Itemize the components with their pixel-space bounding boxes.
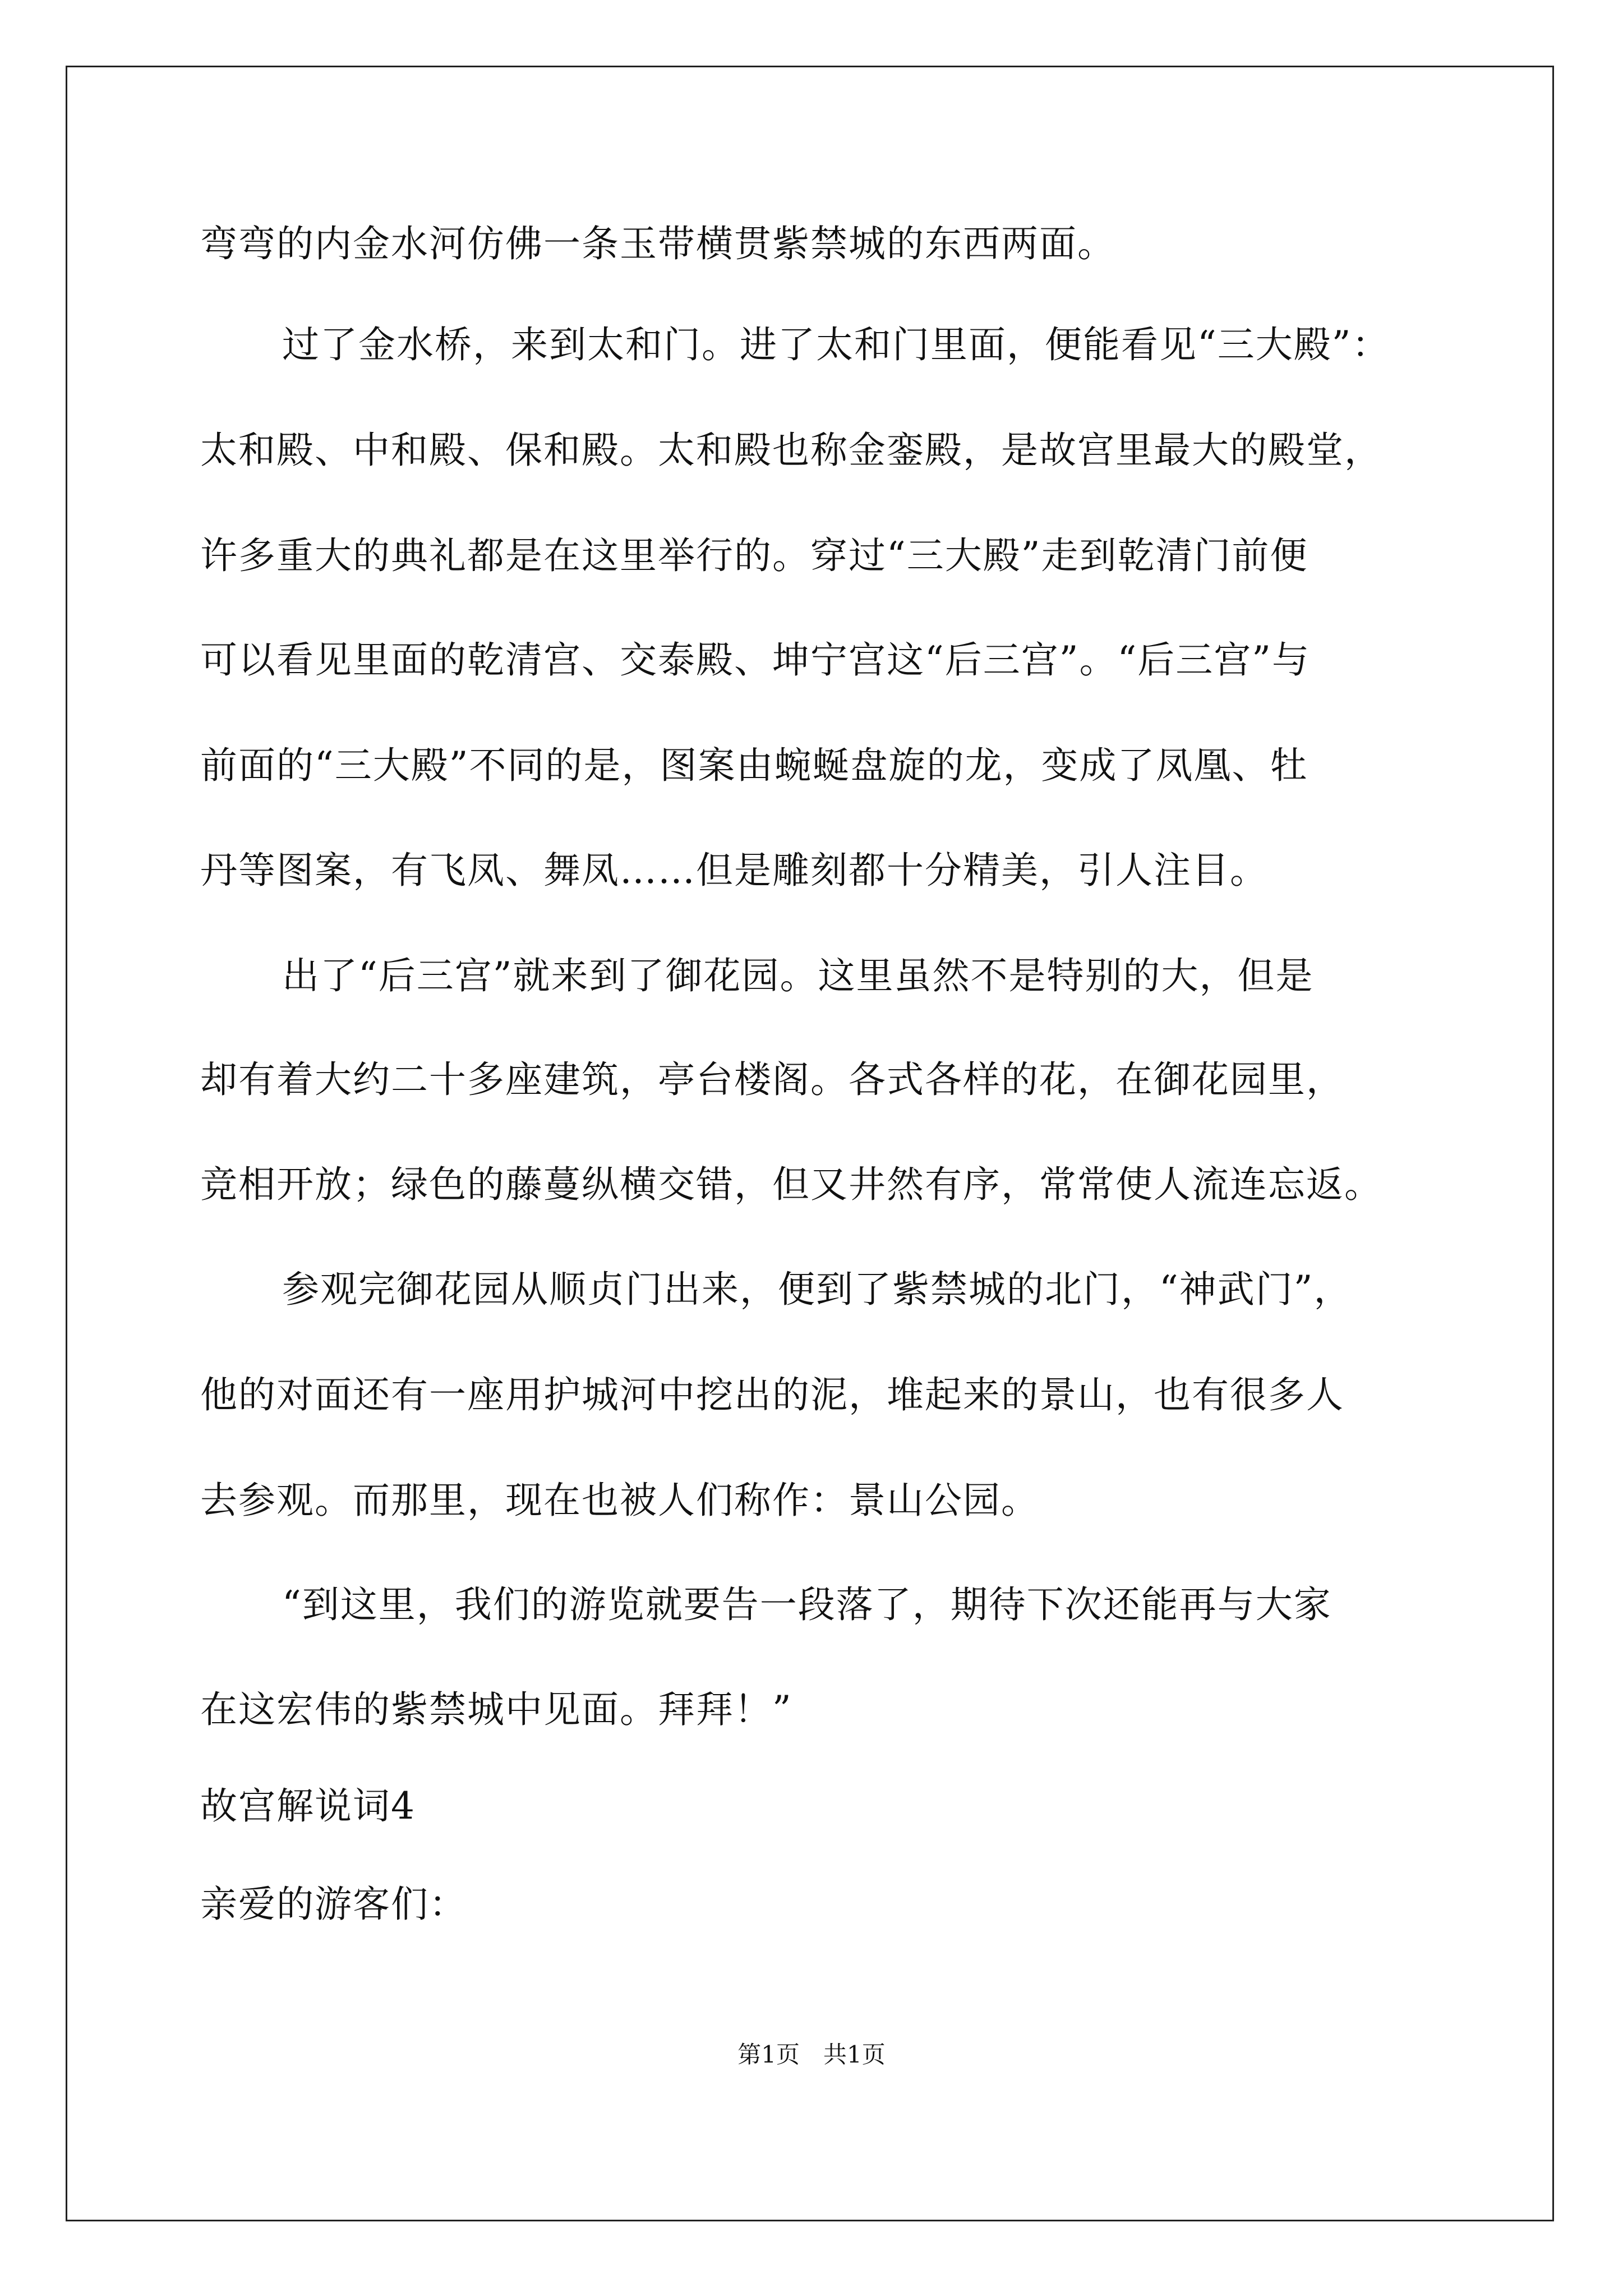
section-heading: 故宫解说词4 — [200, 1784, 416, 1828]
text-line: 他的对面还有一座用护城河中挖出的泥，堆起来的景山，也有很多人 — [200, 1373, 1344, 1416]
text-line: 却有着大约二十多座建筑，亭台楼阁。各式各样的花，在御花园里， — [200, 1058, 1344, 1101]
text-line: 弯弯的内金水河仿佛一条玉带横贯紫禁城的东西两面。 — [200, 222, 1115, 265]
text-line: 丹等图案，有飞凤、舞凤……但是雕刻都十分精美，引人注目。 — [200, 849, 1268, 892]
text-line: 亲爱的游客们： — [200, 1883, 467, 1926]
text-line: 去参观。而那里，现在也被人们称作：景山公园。 — [200, 1479, 1039, 1522]
text-line: 太和殿、中和殿、保和殿。太和殿也称金銮殿，是故宫里最大的殿堂， — [200, 429, 1382, 472]
text-line: 竞相开放；绿色的藤蔓纵横交错，但又井然有序，常常使人流连忘返。 — [200, 1163, 1382, 1206]
page-footer: 第1页 共1页 — [737, 2041, 886, 2068]
text-line: 前面的“三大殿”不同的是，图案由蜿蜒盘旋的龙，变成了凤凰、牡 — [200, 744, 1308, 787]
text-line: 可以看见里面的乾清宫、交泰殿、坤宁宫这“后三宫”。“后三宫”与 — [200, 638, 1310, 682]
text-line: 许多重大的典礼都是在这里举行的。穿过“三大殿”走到乾清门前便 — [200, 534, 1308, 577]
text-line: “到这里，我们的游览就要告一段落了，期待下次还能再与大家 — [282, 1583, 1332, 1626]
text-line: 参观完御花园从顺贞门出来，便到了紫禁城的北门，“神武门”， — [282, 1268, 1352, 1311]
text-line: 过了金水桥，来到太和门。进了太和门里面，便能看见“三大殿”： — [282, 323, 1390, 366]
text-line: 在这宏伟的紫禁城中见面。拜拜！” — [200, 1688, 792, 1731]
text-line: 出了“后三宫”就来到了御花园。这里虽然不是特别的大，但是 — [282, 954, 1314, 997]
